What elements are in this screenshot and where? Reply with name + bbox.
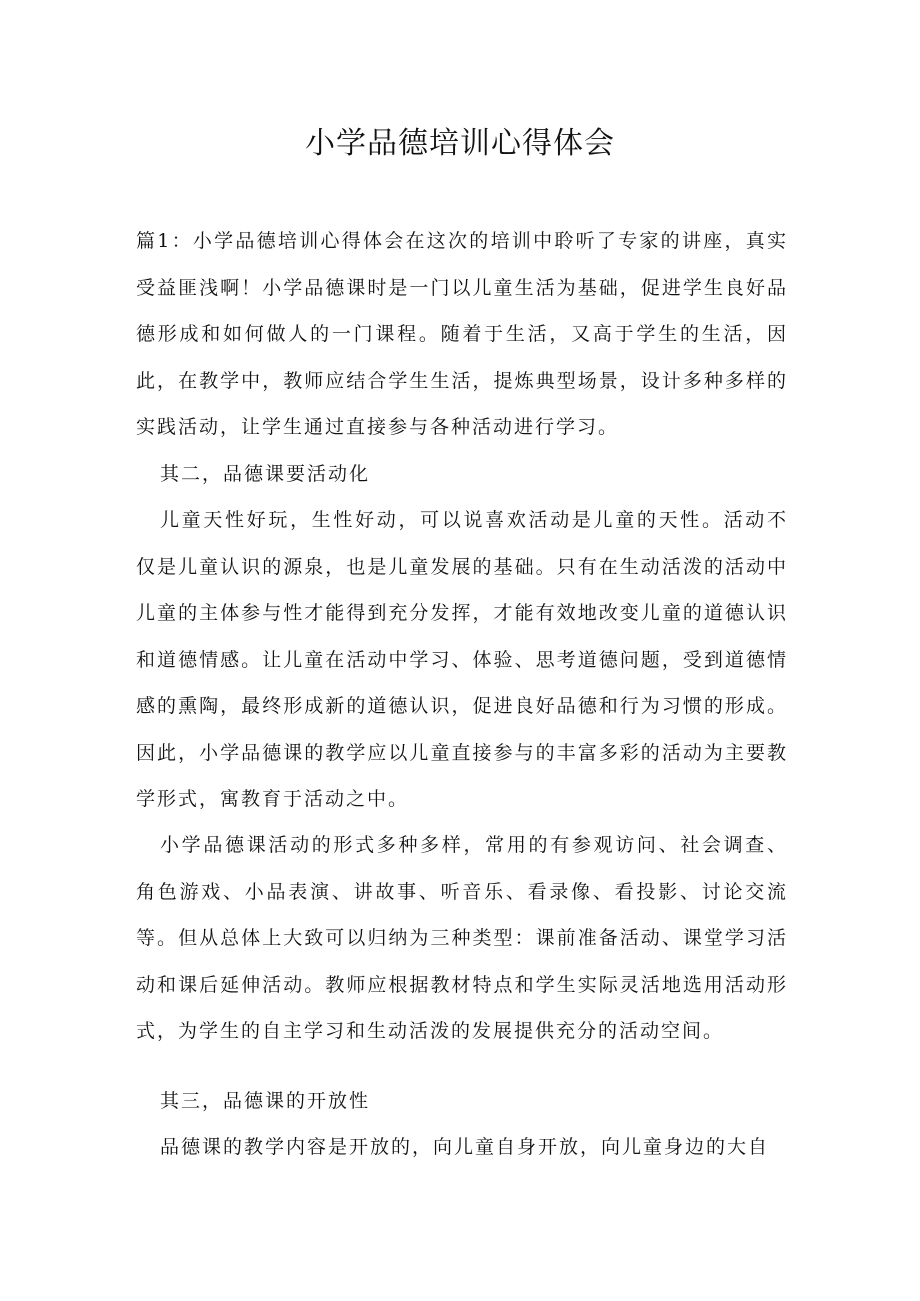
document-title: 小学品德培训心得体会 [305,126,615,161]
paragraph-activity-forms: 小学品德课活动的形式多种多样，常用的有参观访问、社会调查、角色游戏、小品表演、讲故事、听音乐、看录像、看投影、讨论交流等。但从总体上大致可以归纳为三种类型：课前准备活动、课堂学习活动和课后延伸活动。教师应根据教材特点和学生实际灵活地选用活动形式，为学生的自主学习和生动活泼的发展提供充分的活动空间。 [136,834,788,1042]
paragraph-intro: 篇1：小学品德培训心得体会在这次的培训中聆听了专家的讲座，真实受益匪浅啊！小学品德课时是一门以儿童生活为基础，促进学生良好品德形成和如何做人的一门课程。随着于生活，又高于学生的生活，因此，在教学中，教师应结合学生生活，提炼典型场景，设计多种多样的实践活动，让学生通过直接参与各种活动进行学习。 [136,230,788,438]
paragraph-activity: 儿童天性好玩，生性好动，可以说喜欢活动是儿童的天性。活动不仅是儿童认识的源泉，也是儿童发展的基础。只有在生动活泼的活动中儿童的主体参与性才能得到充分发挥，才能有效地改变儿童的道德认识和道德情感。让儿童在活动中学习、体验、思考道德问题，受到道德情感的熏陶，最终形成新的道德认识，促进良好品德和行为习惯的形成。因此，小学品德课的教学应以儿童直接参与的丰富多彩的活动为主要教学形式，寓教育于活动之中。 [136,509,788,810]
section-heading-3: 其三，品德课的开放性 [160,1090,371,1112]
section-heading-2: 其二，品德课要活动化 [160,463,371,485]
paragraph-openness: 品德课的教学内容是开放的，向儿童自身开放，向儿童身边的大自 [160,1136,770,1158]
